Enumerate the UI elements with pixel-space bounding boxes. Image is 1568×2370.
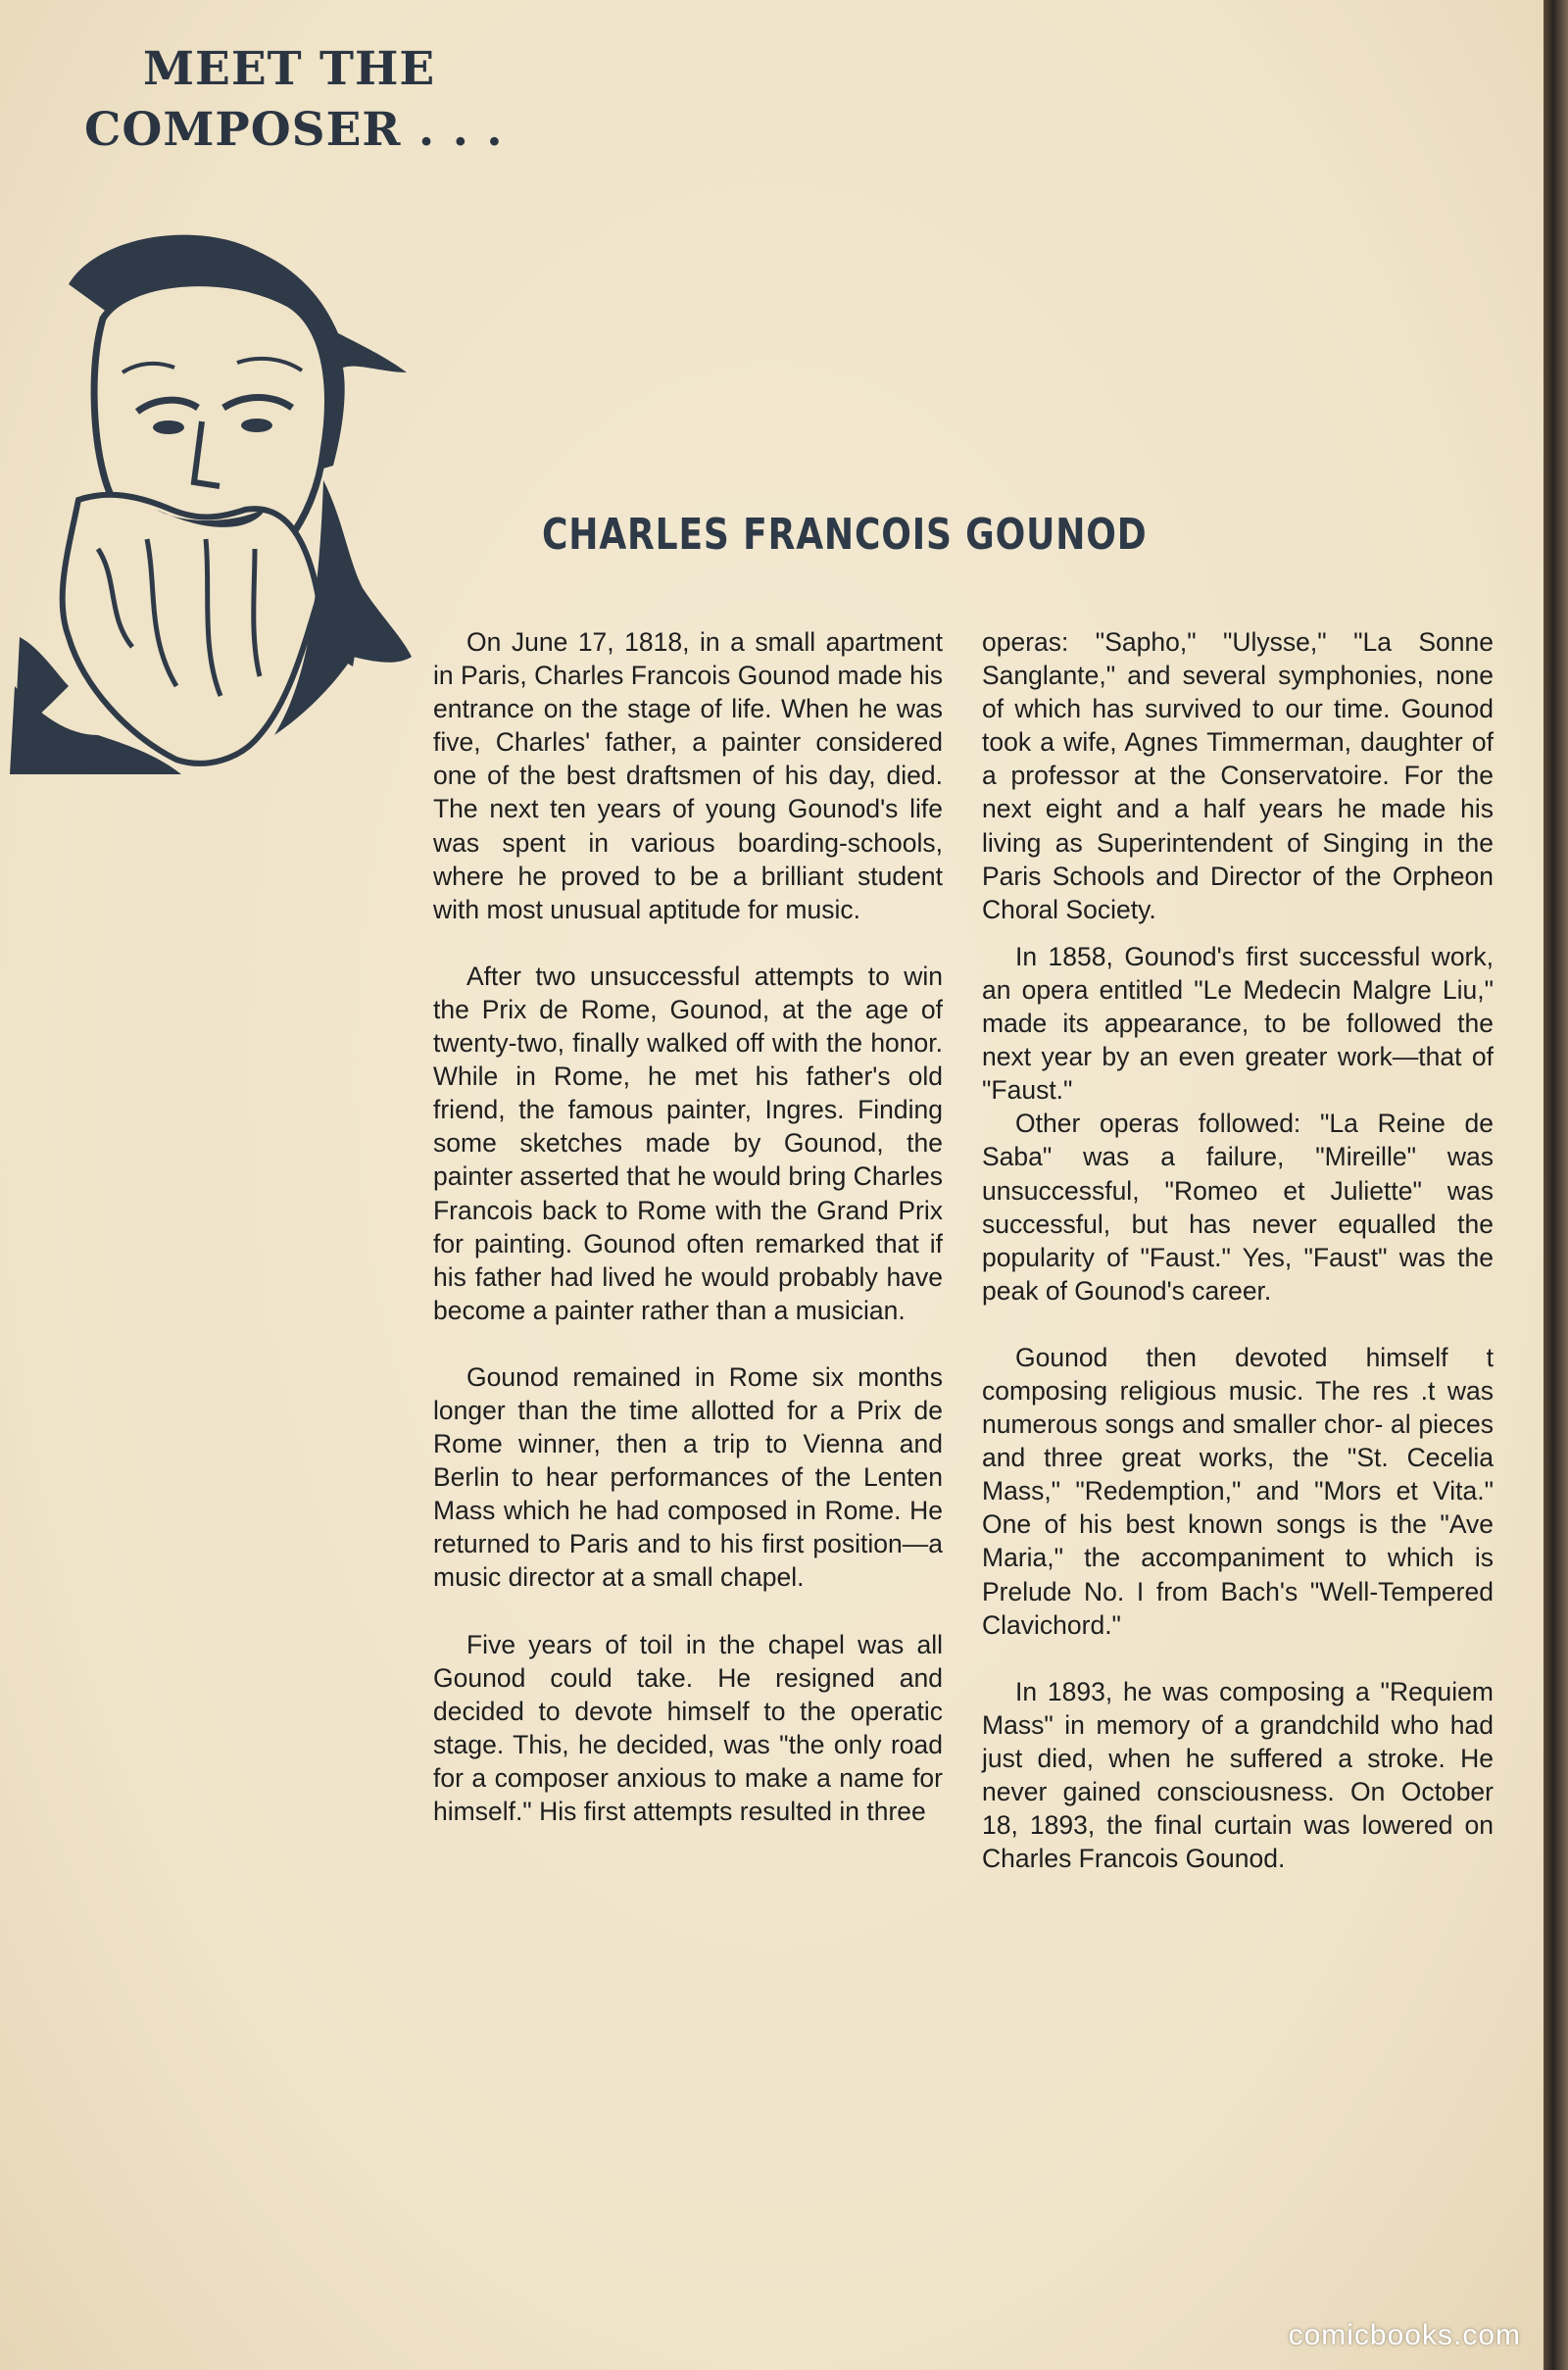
paragraph: Other operas followed: "La Reine de Saba" was a failure, "Mireille" was unsuccessful, "Romeo et Juliette" was successful, but has never equalled the popularity of "Faust." Yes, "Faust" was the peak of Gounod's career. — [982, 1109, 1494, 1306]
article-column-right — [982, 625, 1494, 1875]
paragraph: In 1893, he was composing a "Requiem Mass" in memory of a grandchild who had just died, when he suffered a stroke. He never gained consciousness. On October 18, 1893, the final curtain was lowered on Charles Francois Gounod. — [982, 1676, 1494, 1874]
paragraph: In 1858, Gounod's first successful work, an opera entitled "Le Medecin Malgre Liu," made its appearance, to be followed the next year by an even greater work—that of "Faust." — [982, 941, 1494, 1106]
article-column-left — [433, 625, 943, 1828]
page-binding-edge — [1544, 0, 1568, 2370]
composer-portrait-illustration — [10, 225, 421, 774]
paragraph: Gounod remained in Rome six months longer than the time allotted for a Prix de Rome winner, then a trip to Vienna and Berlin to hear performances of the Lenten Mass which he had composed in Rome. He returned to Paris and to his first position—a music director at a small chapel. — [433, 1361, 943, 1593]
header-line-1: MEET THE — [143, 42, 436, 96]
header-line-2: COMPOSER . . . — [84, 103, 504, 157]
article-title: CHARLES FRANCOIS GOUNOD — [542, 510, 1148, 560]
paragraph: Five years of toil in the chapel was all Gounod could take. He resigned and decided to devote himself to the operatic stage. This, he decided, was "the only road for a composer anxious to make a name for himself." His first attempts resulted in three — [433, 1629, 943, 1826]
paragraph: Gounod then devoted himself t composing religious music. The res .t was numerous songs and smaller chor- al pieces and three great works, the "St. Cecelia Mass," "Redemption," and "Mors et Vita." One of his best known songs is the "Ave Maria," the accompaniment to which is Prelude No. I from Bach's "Well-Tempered Clavichord." — [982, 1342, 1494, 1640]
paragraph: After two unsuccessful attempts to win the Prix de Rome, Gounod, at the age of twenty-two, finally walked off with the honor. While in Rome, he met his father's old friend, the famous painter, Ingres. Finding some sketches made by Gounod, the painter asserted that he would bring Charles Francois back to Rome with the Grand Prix for painting. Gounod often remarked that if his father had lived he would probably have become a painter rather than a musician. — [433, 961, 943, 1325]
watermark: comicbooks.com — [1288, 2319, 1521, 2351]
paragraph: On June 17, 1818, in a small apartment in Paris, Charles Francois Gounod made his entrance on the stage of life. When he was five, Charles' father, a painter considered one of the best draftsmen of his day, died. The next ten years of young Gounod's life was spent in various boarding-schools, where he proved to be a brilliant student with most unusual aptitude for music. — [433, 627, 943, 924]
section-header — [84, 39, 504, 161]
paragraph: operas: "Sapho," "Ulysse," "La Sonne Sanglante," and several symphonies, none of which has survived to our time. Gounod took a wife, Agnes Timmerman, daughter of a professor at the Conservatoire. For the next eight and a half years he made his living as Superintendent of Singing in the Paris Schools and Director of the Orpheon Choral Society. — [982, 627, 1494, 924]
